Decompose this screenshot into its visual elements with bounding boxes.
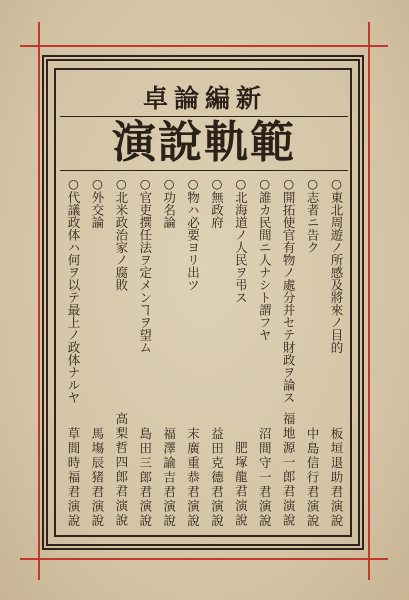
toc-title: ○功名論 [161, 176, 177, 229]
toc-title: ○北米政治家ノ腐敗 [113, 176, 129, 291]
toc-entry [229, 176, 251, 528]
toc-title: ○北海道ノ人民ヲ弔ス [233, 176, 249, 304]
toc-title: ○外交論 [89, 176, 105, 229]
toc-entry [301, 176, 323, 528]
toc-title: ○開拓使官有物ノ處分并セテ財政ヲ論ス [281, 176, 297, 404]
toc-entry [325, 176, 347, 528]
red-rule-bottom [20, 558, 388, 560]
toc-entry [205, 176, 227, 528]
red-rule-top [20, 45, 388, 47]
toc-author: 板垣退助君演說 [328, 426, 344, 528]
toc-entry [110, 176, 132, 528]
title-rule-bottom [60, 170, 348, 171]
title-rule-top [60, 116, 348, 117]
toc-title: ○無政府 [209, 176, 225, 229]
series-title: 新編論卓 [142, 84, 267, 113]
toc-author: 末廣重恭君演說 [185, 426, 201, 528]
toc-title: ○誰カ民間ニ人ナシト謂フヤ [257, 176, 273, 341]
toc-author: 草間時福君演說 [66, 426, 81, 528]
toc-author: 島田三郎君演說 [137, 426, 153, 528]
toc-title: ○官吏撰任法ヲ定メンヿヲ望ム [137, 176, 153, 354]
toc-entry [253, 176, 275, 528]
toc-title: ○物ハ必要ヨリ出ツ [185, 176, 201, 291]
toc-author: 福澤諭吉君演說 [161, 426, 177, 528]
toc-entry [86, 176, 108, 528]
toc-entry [182, 176, 204, 528]
toc-author: 中島信行君演說 [305, 426, 321, 528]
toc-entry [158, 176, 180, 528]
toc-title: ○代議政体ハ何ヲ以テ最上ノ政体ナルヤ [66, 176, 81, 404]
toc-author: 肥塚龍君演說 [233, 441, 249, 528]
toc-author: 沼間守一君演說 [257, 426, 273, 528]
toc-author: 益田克德君演說 [209, 426, 225, 528]
toc-entry [277, 176, 299, 528]
toc-author: 馬塲辰猪君演說 [89, 426, 105, 528]
toc-title: ○東北周遊ノ所感及將來ノ目的 [328, 176, 344, 354]
toc-entry [62, 176, 84, 528]
toc-entry [134, 176, 156, 528]
red-rule-right [368, 22, 370, 580]
toc-author: 福地源一郎君演說 [281, 412, 297, 528]
toc-author: 高梨哲四郎君演說 [113, 412, 129, 528]
table-of-contents [62, 176, 347, 528]
toc-title: ○志者ニ告ク [305, 176, 321, 254]
red-rule-left [38, 22, 40, 580]
main-title: 範軌說演 [112, 117, 296, 168]
